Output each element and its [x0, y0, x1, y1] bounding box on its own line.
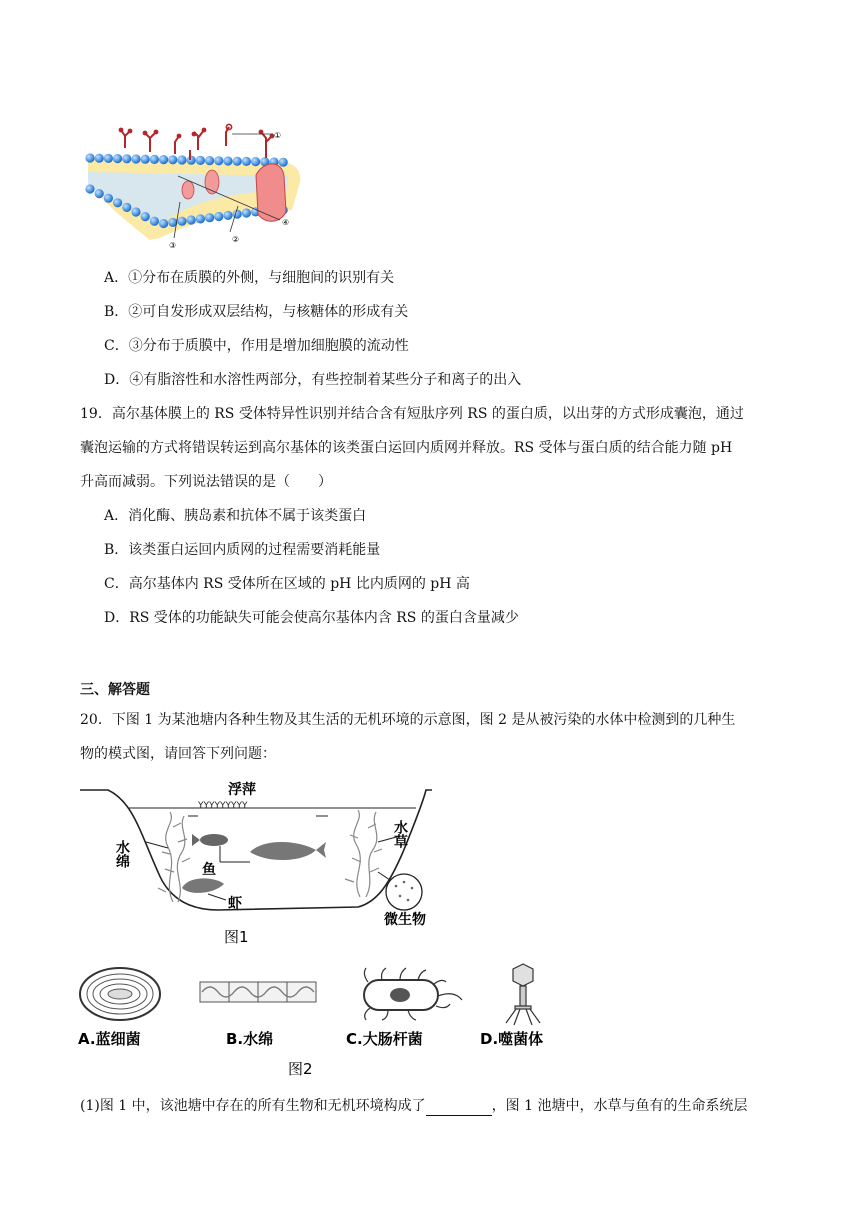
membrane-label-2: ② — [232, 235, 240, 244]
q19-option-b: B．该类蛋白运回内质网的过程需要消耗能量 — [104, 542, 381, 558]
lipid-head — [214, 156, 223, 165]
lipid-head — [131, 207, 140, 216]
lipid-head — [223, 156, 232, 165]
fig1-label-waterweed: 水草 — [392, 820, 408, 848]
fig1-label-microbe: 微生物 — [384, 912, 426, 928]
fig2-label-d: D.噬菌体 — [480, 1030, 544, 1048]
q18-option-a: A．①分布在质膜的外侧，与细胞间的识别有关 — [104, 270, 395, 286]
q19-option-c: C．高尔基体内 RS 受体所在区域的 pH 比内质网的 pH 高 — [104, 576, 470, 592]
lipid-head — [168, 155, 177, 164]
lipid-head — [85, 153, 94, 162]
lipid-head — [159, 155, 168, 164]
q19-stem-line-2: 囊泡运输的方式将错误转运到高尔基体的该类蛋白运回内质网并释放。RS 受体与蛋白质的结合能力随 pH — [80, 440, 733, 456]
pond-figure — [78, 772, 448, 952]
lipid-head — [196, 214, 205, 223]
lipid-head — [113, 198, 122, 207]
fig1-label-floating: 浮萍 — [228, 782, 256, 798]
organisms-figure — [78, 960, 578, 1080]
q19-option-d: D．RS 受体的功能缺失可能会使高尔基体内含 RS 的蛋白含量减少 — [104, 610, 519, 626]
lipid-head — [177, 217, 186, 226]
q18-option-c: C．③分布于质膜中，作用是增加细胞膜的流动性 — [104, 338, 409, 354]
lipid-head — [85, 184, 94, 193]
q20-sub1-after: ，图 1 池塘中，水草与鱼有的生命系统层 — [491, 1098, 748, 1114]
lipid-head — [205, 213, 214, 222]
section-title: 三、解答题 — [80, 682, 150, 698]
lipid-head — [214, 212, 223, 221]
q18-option-d: D．④有脂溶性和水溶性两部分，有些控制着某些分子和离子的出入 — [104, 372, 522, 388]
lipid-head — [141, 155, 150, 164]
lipid-head — [104, 154, 113, 163]
lipid-head — [205, 156, 214, 165]
membrane-label-3: ③ — [169, 241, 177, 250]
cyanobacteria-icon — [80, 968, 160, 1020]
lipid-head — [242, 157, 251, 166]
q18-option-b: B．②可自发形成双层结构，与核糖体的形成有关 — [104, 304, 409, 320]
q19-stem-line-3: 升高而减弱。下列说法错误的是（ ） — [80, 474, 332, 490]
q20-sub1 — [80, 1096, 747, 1116]
lipid-head — [251, 157, 260, 166]
q20-stem-line-1: 20．下图 1 为某池塘内各种生物及其生活的无机环境的示意图，图 2 是从被污染的水体中检测到的几种生 — [80, 712, 736, 728]
fig1-caption: 图1 — [224, 928, 249, 946]
fig2-label-a: A.蓝细菌 — [78, 1030, 141, 1048]
bacteriophage-icon — [506, 964, 540, 1025]
lipid-head — [279, 158, 288, 167]
svg-text:ΥΥΥΥΥΥΥΥΥ: ΥΥΥΥΥΥΥΥΥ — [198, 801, 248, 811]
lipid-head — [95, 154, 104, 163]
fig2-caption: 图2 — [288, 1060, 313, 1078]
lipid-head — [223, 211, 232, 220]
lipid-head — [95, 189, 104, 198]
spirogyra-icon — [200, 982, 316, 1002]
lipid-head — [242, 208, 251, 217]
fig1-label-spirogyra: 水绵 — [114, 840, 130, 868]
lipid-head — [196, 156, 205, 165]
lipid-head — [122, 203, 131, 212]
membrane-label-4: ④ — [282, 218, 290, 227]
lipid-head — [131, 154, 140, 163]
lipid-head — [150, 217, 159, 226]
lipid-head — [177, 155, 186, 164]
q19-stem-line-1: 19．高尔基体膜上的 RS 受体特异性识别并结合含有短肽序列 RS 的蛋白质，以出芽的方式形成囊泡，通过 — [80, 406, 744, 422]
lipid-head — [187, 215, 196, 224]
fig2-label-b: B.水绵 — [226, 1030, 274, 1048]
membrane-label-1: ① — [274, 131, 282, 140]
lipid-head — [141, 212, 150, 221]
cell-membrane-figure — [80, 120, 310, 255]
lipid-head — [113, 154, 122, 163]
lipid-head — [104, 194, 113, 203]
lipid-head — [233, 157, 242, 166]
ecoli-icon — [364, 968, 462, 1020]
answer-blank[interactable] — [426, 1101, 492, 1116]
lipid-head — [233, 210, 242, 219]
lipid-head — [159, 219, 168, 228]
q20-sub1-before: (1)图 1 中，该池塘中存在的所有生物和无机环境构成了 — [80, 1098, 426, 1114]
fig1-label-shrimp: 虾 — [228, 896, 242, 912]
fig1-label-fish: 鱼 — [202, 862, 216, 878]
q20-stem-line-2: 物的模式图，请回答下列问题： — [80, 746, 276, 762]
q19-option-a: A．消化酶、胰岛素和抗体不属于该类蛋白 — [104, 508, 367, 524]
lipid-head — [187, 156, 196, 165]
fig2-label-c: C.大肠杆菌 — [346, 1030, 423, 1048]
lipid-head — [150, 155, 159, 164]
lipid-head — [122, 154, 131, 163]
